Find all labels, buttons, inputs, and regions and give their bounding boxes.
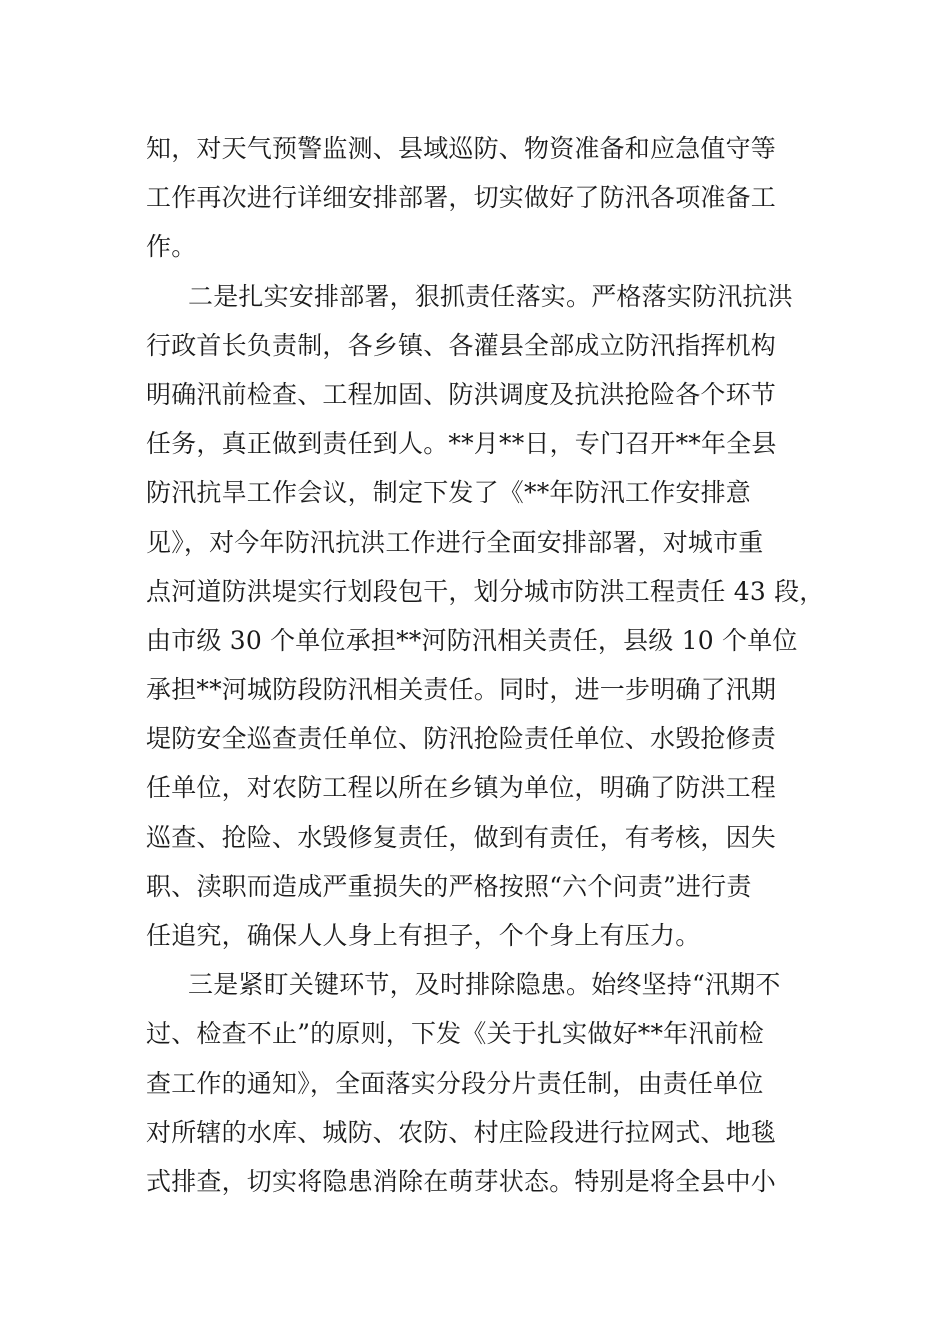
text-line-11: 由市级 30 个单位承担**河防汛相关责任，县级 10 个单位 bbox=[146, 625, 798, 655]
text-line-20: 查工作的通知》，全面落实分段分片责任制，由责任单位 bbox=[146, 1068, 764, 1098]
text-line-17: 任追究，确保人人身上有担子，个个身上有压力。 bbox=[146, 921, 701, 950]
text-line-12: 承担**河城防段防汛相关责任。同时，进一步明确了汛期 bbox=[146, 675, 777, 705]
text-line-8: 防汛抗旱工作会议，制定下发了《**年防汛工作安排意 bbox=[146, 478, 752, 508]
text-line-14: 任单位，对农防工程以所在乡镇为单位，明确了防洪工程 bbox=[146, 773, 777, 803]
text-line-10: 点河道防洪堤实行划段包干，划分城市防洪工程责任 43 段， bbox=[146, 576, 825, 606]
text-line-1: 知，对天气预警监测、县域巡防、物资准备和应急值守等 bbox=[146, 134, 777, 163]
text-line-9: 见》，对今年防汛抗洪工作进行全面安排部署，对城市重 bbox=[146, 527, 764, 557]
text-line-7: 任务，真正做到责任到人。**月**日，专门召开**年全县 bbox=[146, 429, 777, 459]
document-body bbox=[146, 124, 825, 1206]
text-line-3: 作。 bbox=[146, 232, 197, 262]
text-line-2: 工作再次进行详细安排部署，切实做好了防汛各项准备工 bbox=[146, 183, 777, 213]
text-line-15: 巡查、抢险、水毁修复责任，做到有责任，有考核，因失 bbox=[146, 822, 777, 852]
text-line-16: 职、渎职而造成严重损失的严格按照“六个问责”进行责 bbox=[146, 871, 752, 901]
paragraph-2-first-line: 二是扎实安排部署，狠抓责任落实。严格落实防汛抗洪 bbox=[188, 281, 793, 311]
text-line-6: 明确汛前检查、工程加固、防洪调度及抗洪抢险各个环节 bbox=[146, 379, 777, 409]
text-line-19: 过、检查不止”的原则，下发《关于扎实做好**年汛前检 bbox=[146, 1019, 764, 1049]
text-line-21: 对所辖的水库、城防、农防、村庄险段进行拉网式、地毯 bbox=[146, 1117, 777, 1147]
paragraph-3-first-line: 三是紧盯关键环节，及时排除隐患。始终坚持“汛期不 bbox=[188, 970, 781, 1000]
text-line-13: 堤防安全巡查责任单位、防汛抢险责任单位、水毁抢修责 bbox=[146, 724, 777, 754]
text-line-5: 行政首长负责制，各乡镇、各灌县全部成立防汛指挥机构 bbox=[146, 330, 777, 360]
text-line-22: 式排查，切实将隐患消除在萌芽状态。特别是将全县中小 bbox=[146, 1166, 777, 1196]
